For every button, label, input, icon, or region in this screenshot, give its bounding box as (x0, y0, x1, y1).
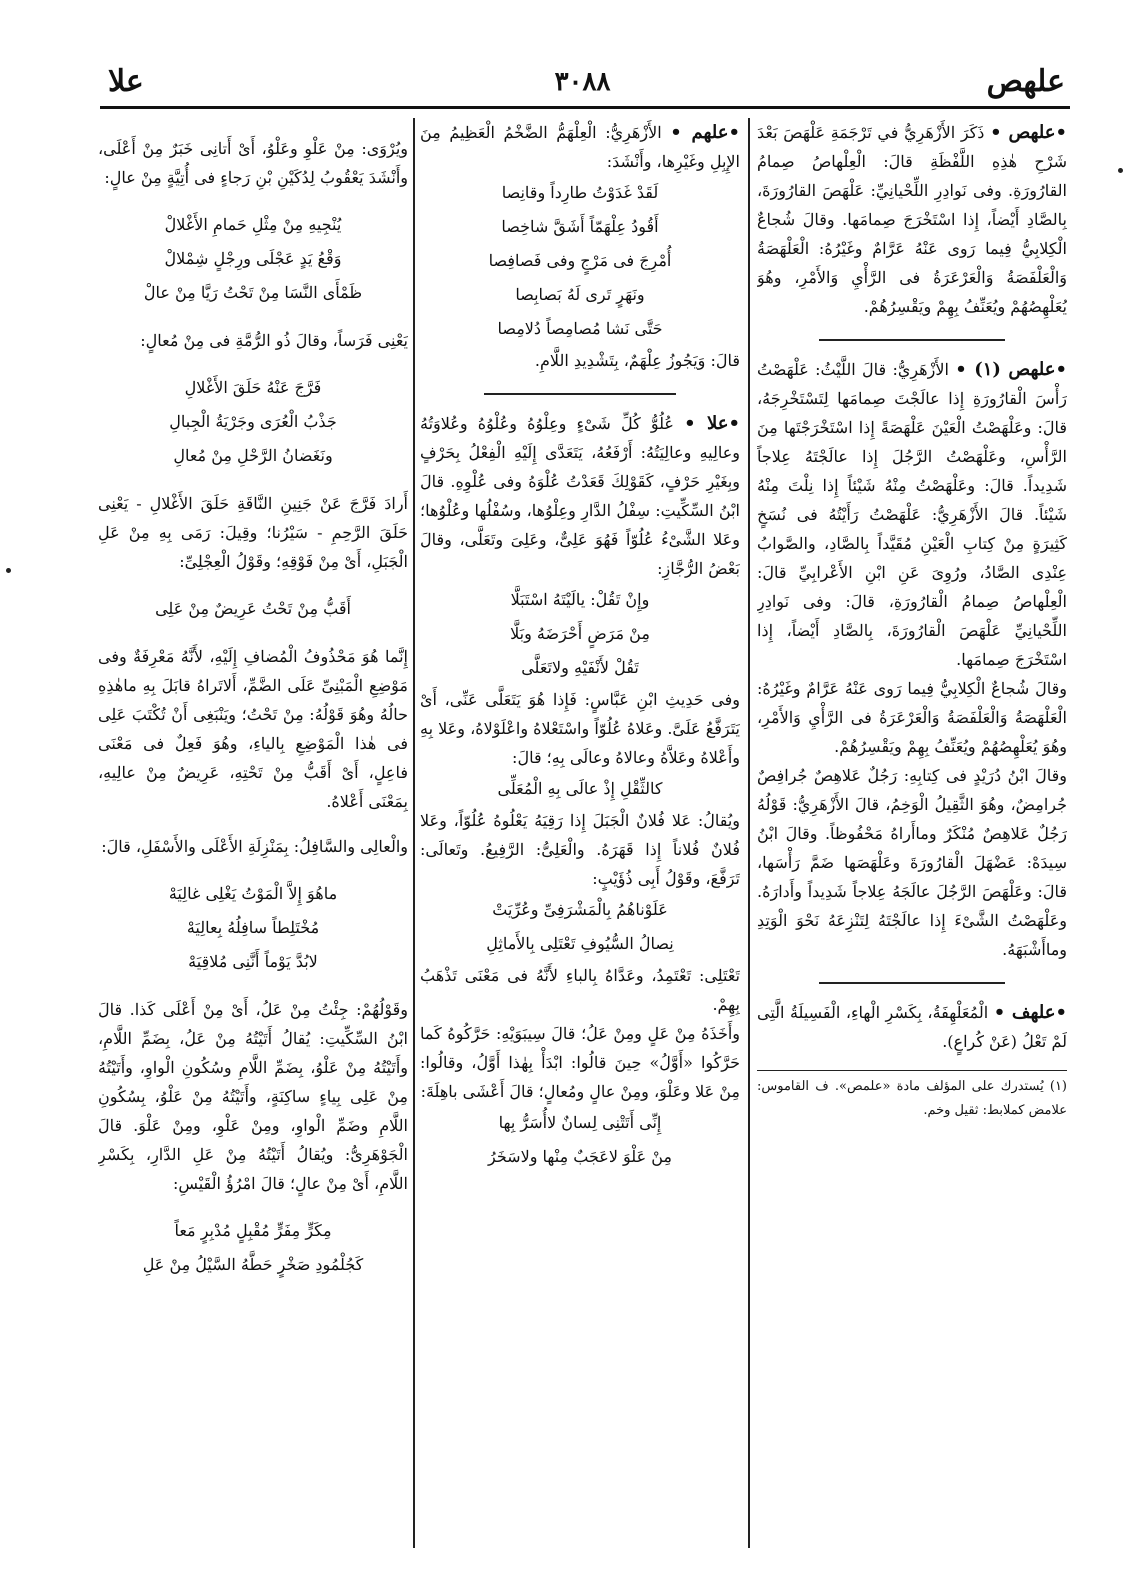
entry-headword: •علا • (684, 413, 740, 434)
entry-headword: •علهف • (993, 1002, 1067, 1023)
entry-headword: •علهص • (990, 122, 1067, 143)
entry-separator (819, 339, 1005, 341)
verse-line: ونَغَضانُ الرَّحْلِ مِنْ مُعالِ (173, 446, 333, 465)
entry-alhas-1 (757, 118, 1067, 321)
entry-text: قالَ: وَيَجُوزُ عِلْهَمٌ، بِتَشْدِيدِ اللَّامِ. (534, 351, 740, 370)
verse-line: أَقَبُّ مِنْ تَحْتُ عَرِيضٌ مِنْ عَلِى (155, 599, 351, 618)
entry-separator (484, 393, 676, 395)
entry-text: عُلُوُّ كُلِّ شَىْءٍ وعِلْوُهُ وعُلْوُهُ وعُلاوَتُهُ وعالِيهِ وعالِيَتُهُ: أَرْفَعُهُ، يَتَعَدَّى إِلَيْهِ الْفِعْلُ بِحَرْفٍ وبِغَيْرِ حَرْفٍ، كَقَوْلِكَ قَعَدْتُ عُلْوَهُ وفى عُلْوِهِ. قالَ ابْنُ السِّكِّيتِ: سِفْلُ الدَّارِ وعِلْوُها، وسُفْلُها وعُلْوُها؛ وعَلا الشَّىْءُ عُلُوّاً فَهُوَ عَلِىٌّ، وعَلِىَ وتَعَلَّى، وقالَ بَعْضُ الرُّجَّازِ: (420, 414, 740, 578)
entry-text: ويُقالُ: عَلا فُلانٌ الْجَبَلَ إِذا رَقِيَهُ يَعْلُوهُ عُلُوّاً، وعَلا فُلانٌ فُلاناً إِذا قَهَرَهُ. والْعَلِىُّ: الرَّفِيعُ. وتَعالَى: تَرَفَّعَ، وقَوْلُ أَبِى ذُؤَيْبٍ: (420, 811, 740, 888)
verse-line: مِنْ عَلْوَ لاعَجَبٌ مِنْها ولاسَخَرُ (488, 1147, 672, 1166)
header-left-word: علا (108, 64, 144, 99)
verse-line: أُمْرِجَ فى مَرْجٍ وفى فَصافِصا (488, 251, 672, 270)
entry-alhas-2 (757, 355, 1067, 964)
verse-line: عَلَوْناهُمُ بِالْمَشْرَفِىِّ وعُرِّيَتْ (492, 900, 668, 919)
entry-text: وأَخَذَهُ مِنْ عَلٍ ومِنْ عَلُ؛ قالَ سِيبَوَيْهِ: حَرَّكُوهُ كَما حَرَّكُوا «أَوَّلُ» حِينَ قالُوا: ابْدَأْ بِهٰذا أَوَّلُ، وقالُوا: مِنْ عَلا وعَلْوَ، ومِنْ عالٍ ومُعالٍ؛ قالَ أَعْشَى باهِلَةَ: (420, 1024, 740, 1101)
entry-text: الأَزْهَرِيُّ: الْعِلْهَمُّ الضَّخْمُ الْعَظِيمُ مِنَ الإِبِلِ وغَيْرِها، وأَنْشَدَ: (420, 123, 740, 171)
entry-text: وقالَ شُجاعٌ الْكِلابِيُّ فِيما رَوى عَنْهُ عَرَّامٌ وغَيْرُهُ: الْعَلْهَصَةُ وَالْعَلْفَصَةُ وَالْعَرْعَرَةُ فى الرَّأْيِ وَالأَمْرِ، وهُوَ يُعَلْهِصُهُمْ ويُعَنِّفُ بِهِمْ ويَقْسِرُهُمْ. (757, 679, 1067, 756)
entry-text: أَرادَ فَرَّجَ عَنْ جَنِينِ النَّاقَةِ حَلَقَ الأَغْلالِ - يَعْنِى حَلَقَ الرَّحِمِ - سَيْرُنا؛ وقِيلَ: رَمَى بِهِ مِنْ عَلِ الْجَبَلِ، أَىْ مِنْ فَوْقِهِ؛ وقَوْلُ الْعِجْلِىِّ: (98, 494, 408, 571)
entry-headword: •علهص (١) • (955, 359, 1067, 380)
verse-line: مُخْتَلِطاً سافِلُهُ بِعالِيَهْ (186, 918, 320, 937)
entry-text: وقالَ ابْنُ دُرَيْدٍ فى كِتابِهِ: رَجُلٌ عَلاهِصٌ جُرافِصٌ جُرامِضٌ، وهُوَ الثَّقِيلُ الْوَخِمُ، قالَ الأَزْهَرِيُّ: قَوْلُهُ رَجُلٌ عَلاهِصٌ مُنْكَرٌ وماأَراهُ مَحْفُوظاً. وقالَ ابْنُ سِيدَهْ: عَضْهَلَ الْقارُورَةَ وعَلْهَصَها ضَمَّ رَأْسَها، قالَ: وعَلْهَصَ الرَّجُلَ عالَجَهُ عِلاجاً شَدِيداً وأَدارَهُ. وعَلْهَصْتُ الشَّىْءَ إِذا عالَجْتَهُ لِتَنْزِعَهُ نَحْوَ الْوَتِدِ وماأَشْبَهَهُ. (757, 766, 1067, 959)
entry-ala (420, 409, 740, 1174)
entry-text: وقَوْلُهُمْ: جِئْتُ مِنْ عَلُ، أَىْ مِنْ أَعْلَى كَذا. قالَ ابْنُ السِّكِّيتِ: يُقالُ أَتَيْتُهُ مِنْ عَلُ، بِضَمِّ اللَّامِ، وأَتَيْتُهُ مِنْ عَلْوُ، بِضَمِّ اللَّامِ وسُكُونِ الْواوِ، وأَتَيْتُهُ مِنْ عَلِى بِياءٍ ساكِنَةٍ، وأَتَيْتُهُ مِنْ عَلْوُ، بِسُكُونِ اللَّامِ وضَمِّ الْواوِ، ومِنْ عَلْوِ، ومِنْ عَلْوَ. قالَ الْجَوْهَرِىُّ: ويُقالُ أَتَيْتُهُ مِنْ عَلِ الدَّارِ، بِكَسْرِ اللَّامِ، أَىْ مِنْ عالٍ؛ قالَ امْرُؤُ الْقَيْسِ: (98, 1000, 408, 1193)
footnote: (١) يُستدرك على المؤلف مادة «علمص». ف القاموس: علامض كملابط: ثقيل وخم. (757, 1070, 1067, 1123)
verse-line: وَقْعُ يَدٍ عَجْلَى ورِجْلٍ شِمْلالْ (164, 249, 342, 268)
entry-text: والْعالِى والسَّافِلُ: بِمَنْزِلَةِ الأَعْلَى والأَسْفَلِ، قالَ: (101, 837, 408, 856)
column-divider-right (748, 118, 750, 1548)
header-rule (100, 106, 1070, 109)
verse-line: ونَهَرٍ تَرى لَهُ بَصابِصا (515, 285, 645, 304)
verse-line: لابُدَّ يَوْماً أَنَّنِى مُلاقِيَهْ (188, 952, 318, 971)
verse-line: إِنِّى أَتَتْنِى لِسانٌ لاأُسَرُّ بِها (498, 1113, 662, 1132)
verse-line: يُنْجِيهِ مِنْ مِثْلِ حَمامِ الأَغْلالْ (164, 215, 342, 234)
column-right (757, 118, 1067, 1548)
verse-line: أَقُودُ عِلْهَمّاً أَشَقَّ شاخِصا (501, 217, 659, 236)
entry-alham (420, 118, 740, 375)
verse-line: ماهُوَ إِلاَّ الْمَوْتُ يَغْلِى غالِيَهْ (168, 884, 338, 903)
verse-line: نِصالُ السُّيُوفِ تَعْتَلِى بِالأَماثِلِ (486, 934, 674, 953)
entry-text: وفى حَدِيثِ ابْنِ عَبَّاسٍ: فَإِذا هُوَ يَتَعَلَّى عَنِّى، أَىْ يَتَرَفَّعُ عَلَىَّ. وعَلاهُ عُلُوّاً واسْتَعْلاهُ واعْلَوْلاهُ، وعَلا بِهِ وأَعْلاهُ وعَلاَّهُ وعالاهُ وعالَى بِهِ؛ قالَ: (420, 690, 740, 767)
entry-text: ذَكَرَ الأَزْهَرِيُّ في تَرْجَمَةِ عَلْهَصَ بَعْدَ شَرْحِ هٰذِهِ اللَّفْظَةِ قالَ: الْعِلْهاصُ صِمامُ القارُورَةِ. وفى نَوادِرِ اللِّحْيانِيِّ: عَلْهَصَ القارُورَةَ، بِالصَّادِ أَيْضاً، إِذا اسْتَخْرَجَ صِمامَها. وقالَ شُجاعٌ الْكِلابِيُّ فِيما رَوى عَنْهُ عَرَّامٌ وغَيْرُهُ: الْعَلْهَصَةُ وَالْعَلْفَصَةُ وَالْعَرْعَرَةُ فى الرَّأْيِ وَالأَمْرِ، وهُوَ يُعَلْهِصُهُمْ ويُعَنِّفُ بِهِمْ ويَقْسِرُهُمْ. (757, 123, 1067, 316)
entry-text: إِنَّما هُوَ مَحْذُوفُ الْمُضافِ إِلَيْهِ، لأَنَّهُ مَعْرِفَةٌ وفى مَوْضِعِ الْمَبْنِىِّ عَلَى الضَّمِّ، أَلاتَراهُ قابَلَ بِهِ ماهٰذِهِ حالُهُ وهُوَ قَوْلُهُ: مِنْ تَحْتُ؛ ويَنْبَغِى أَنْ تُكْتَبَ عَلِى فى هٰذا الْمَوْضِعِ بِالياءِ، وهُوَ فَعِلٌ فى مَعْنَى فاعِلٍ، أَىْ أَقَبُّ مِنْ تَحْتِهِ، عَرِيضٌ مِنْ عالِيهِ، بِمَعْنَى أَعْلاهُ. (98, 647, 408, 811)
entry-headword: •علهم • (670, 122, 740, 143)
verse-line: وإِنْ تَقُلْ: يالَيْتَهُ اسْتَبَلَّا (510, 590, 650, 609)
verse-line: تَقُلْ لأَنْفَيْهِ ولاتَعَلَّى (521, 658, 639, 677)
page-header (100, 62, 1065, 102)
entry-text: الْمُعَلْهِفَةُ، بِكَسْرِ الْهاءِ، الْفَسِيلَةُ الَّتِى لَمْ تَعْلُ (عَنْ كُراعٍ). (757, 1003, 1067, 1051)
entry-separator (819, 982, 1005, 984)
entry-text: ويُرْوَى: مِنْ عَلْوِ وعَلْوُ، أَىْ أَتانِى خَبَرٌ مِنْ أَعْلَى، وأَنْشَدَ يَعْقُوبُ لِدُكَيْنِ بْنِ رَجاءٍ فى أُتِيَّةٍ مِنْ عالٍ: (98, 139, 408, 187)
verse-line: مِنْ مَرَضٍ أَحْرَضَهُ وبَلَّا (510, 624, 650, 643)
entry-text: الأَزْهَرِيُّ: قالَ اللَّيْثُ: عَلْهَصْتُ رَأْسَ الْقارُورَةِ إِذا عالَجْتَ صِمامَها لِتَسْتَخْرِجَهُ، قالَ: وعَلْهَصْتُ الْعَيْنَ عَلْهَصَةً إِذا اسْتَخْرَجْتَها مِنَ الرَّأْسِ، وعَلْهَصْتُ الرَّجُلَ إِذا عالَجْتَهُ عِلاجاً شَدِيداً. قالَ: وعَلْهَصْتُ مِنْهُ شَيْئاً إِذا نِلْتَ مِنْهُ شَيْئاً. قالَ الأَزْهَرِيُّ: عَلْهَصْتُ رَأَيْتُهُ فى نُسَخٍ كَثِيرَةٍ مِنْ كِتابِ الْعَيْنِ مُقَيَّداً بِالصَّادِ، والصَّوابُ عِنْدِى الصَّادُ، ورُوِىَ عَنِ ابْنِ الأَعْرابِيِّ قالَ: الْعِلْهاصُ صِمامُ الْقارُورَةِ، قالَ: وفى نَوادِرِ اللِّحْيانِيِّ عَلْهَصَ الْقارُورَةَ، بِالصَّادِ أَيْضاً، إِذا اسْتَخْرَجَ صِمامَها. (757, 360, 1067, 669)
verse-line: ظَمْأَى النَّسَا مِنْ تَحْتُ رَيَّا مِنْ عالْ (143, 283, 363, 302)
verse-line: كالثِّقْلِ إِذْ عالَى بِهِ الْمُعَلِّى (497, 779, 663, 798)
page-number: ٣٠٨٨ (554, 67, 611, 97)
verse-line: لَقَدْ غَدَوْتُ طارِداً وقانِصا (501, 183, 659, 202)
header-right-word: علهص (986, 64, 1065, 99)
verse-line: كَجُلْمُودِ صَخْرٍ حَطَّهُ السَّيْلُ مِنْ عَلِ (142, 1255, 364, 1274)
verse-line: جَذْبُ الْعُرَى وجَرْيَةُ الْجِبالِ (169, 412, 337, 431)
margin-mark (6, 568, 11, 573)
entry-text: يَعْنِى فَرَساً، وقالَ ذُو الرُّمَّةِ فى مِنْ مُعالٍ: (140, 331, 408, 350)
verse-line: مِكَرٍّ مِفَرٍّ مُقْبِلٍ مُدْبِرٍ مَعاً (174, 1221, 332, 1240)
verse-line: حَتَّى نَشا مُصامِصاً دُلامِصا (497, 319, 663, 338)
verse-line: فَرَّجَ عَنْهُ حَلَقَ الأَغْلالِ (184, 378, 322, 397)
column-divider-left (413, 118, 415, 1548)
entry-alhaf (757, 998, 1067, 1056)
column-middle (420, 118, 740, 1548)
entry-text: تَعْتَلِى: تَعْتَمِدُ، وعَدَّاهُ بِالباءِ لأَنَّهُ فى مَعْنَى تَذْهَبُ بِهِمْ. (420, 966, 740, 1014)
column-left (98, 118, 408, 1548)
margin-mark (1118, 168, 1123, 173)
